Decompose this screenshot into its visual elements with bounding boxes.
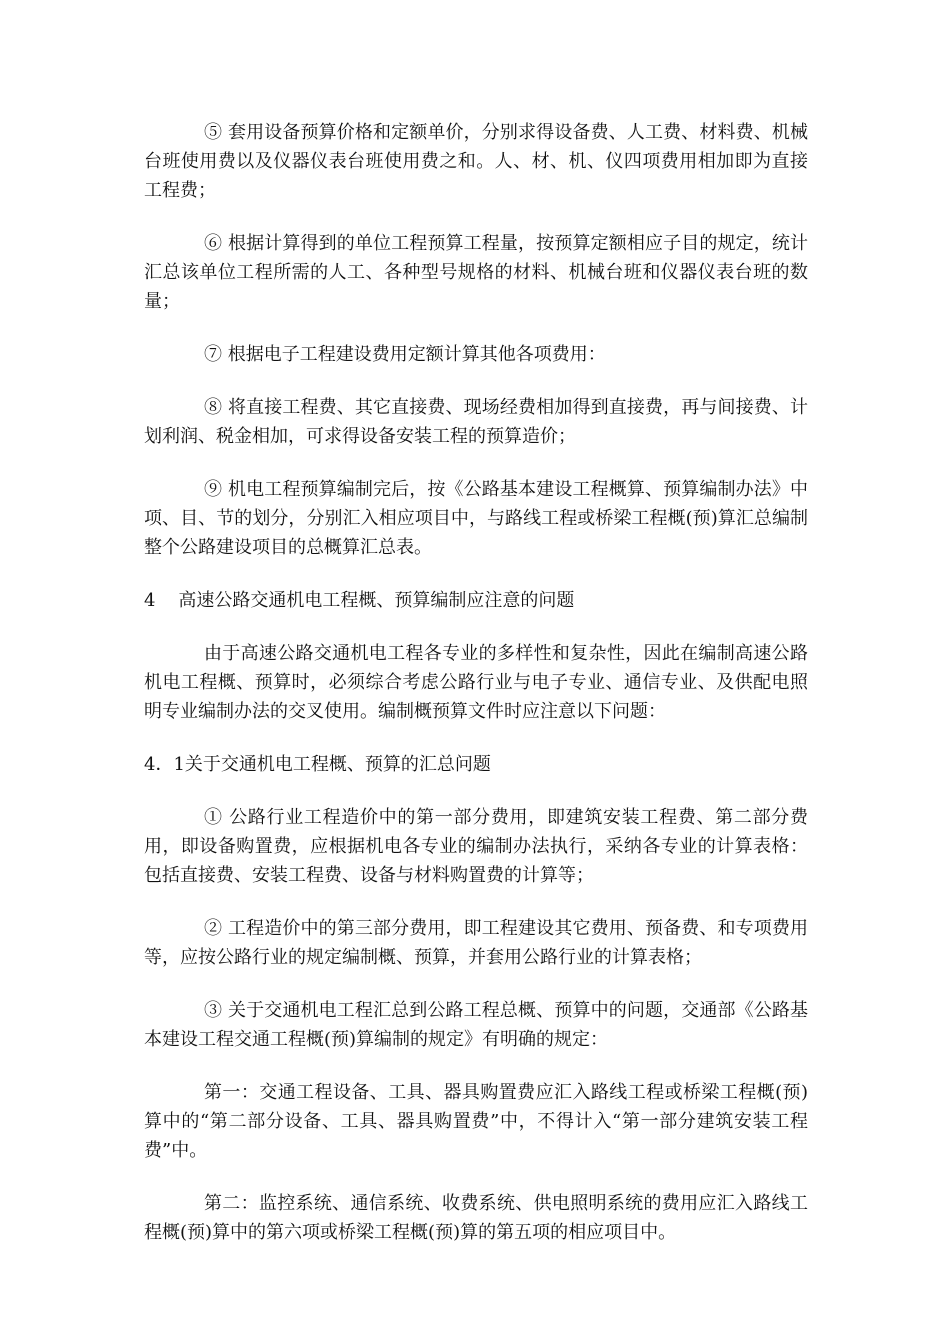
document-page <box>144 118 808 1271</box>
paragraph-step-8: ⑧ 将直接工程费、其它直接费、现场经费相加得到直接费，再与间接费、计划利润、税金相加，可求得设备安装工程的预算造价； <box>144 397 808 447</box>
paragraph-rule-1: 第一：交通工程设备、工具、器具购置费应汇入路线工程或桥梁工程概(预)算中的“第二部分设备、工具、器具购置费”中，不得计入“第一部分建筑安装工程费”中。 <box>144 1082 808 1161</box>
paragraph-step-7: ⑦ 根据电子工程建设费用定额计算其他各项费用： <box>204 344 606 365</box>
paragraph-item-1: ① 公路行业工程造价中的第一部分费用，即建筑安装工程费、第二部分费用，即设备购置费，应根据机电各专业的编制办法执行，采纳各专业的计算表格：包括直接费、安装工程费、设备与材料购置费的计算等； <box>144 807 808 886</box>
paragraph-item-3: ③ 关于交通机电工程汇总到公路工程总概、预算中的问题，交通部《公路基本建设工程交通工程概(预)算编制的规定》有明确的规定： <box>144 1000 808 1050</box>
paragraph-step-9: ⑨ 机电工程预算编制完后，按《公路基本建设工程概算、预算编制办法》中项、目、节的划分，分别汇入相应项目中，与路线工程或桥梁工程概(预)算汇总编制整个公路建设项目的总概算汇总表。 <box>144 479 808 558</box>
section-heading-4: 4 高速公路交通机电工程概、预算编制应注意的问题 <box>144 590 575 611</box>
paragraph-rule-2: 第二：监控系统、通信系统、收费系统、供电照明系统的费用应汇入路线工程概(预)算中的第六项或桥梁工程概(预)算的第五项的相应项目中。 <box>144 1193 808 1243</box>
paragraph-item-2: ② 工程造价中的第三部分费用，即工程建设其它费用、预备费、和专项费用等，应按公路行业的规定编制概、预算，并套用公路行业的计算表格； <box>144 918 808 968</box>
paragraph-section-4-intro: 由于高速公路交通机电工程各专业的多样性和复杂性，因此在编制高速公路机电工程概、预算时，必须综合考虑公路行业与电子专业、通信专业、及供配电照明专业编制办法的交叉使用。编制概预算文件时应注意以下问题： <box>144 643 808 722</box>
paragraph-step-5: ⑤ 套用设备预算价格和定额单价，分别求得设备费、人工费、材料费、机械台班使用费以及仪器仪表台班使用费之和。人、材、机、仪四项费用相加即为直接工程费； <box>144 122 808 201</box>
subsection-heading-4-1: 4．1关于交通机电工程概、预算的汇总问题 <box>144 754 491 775</box>
paragraph-step-6: ⑥ 根据计算得到的单位工程预算工程量，按预算定额相应子目的规定，统计汇总该单位工程所需的人工、各种型号规格的材料、机械台班和仪器仪表台班的数量； <box>144 233 808 312</box>
